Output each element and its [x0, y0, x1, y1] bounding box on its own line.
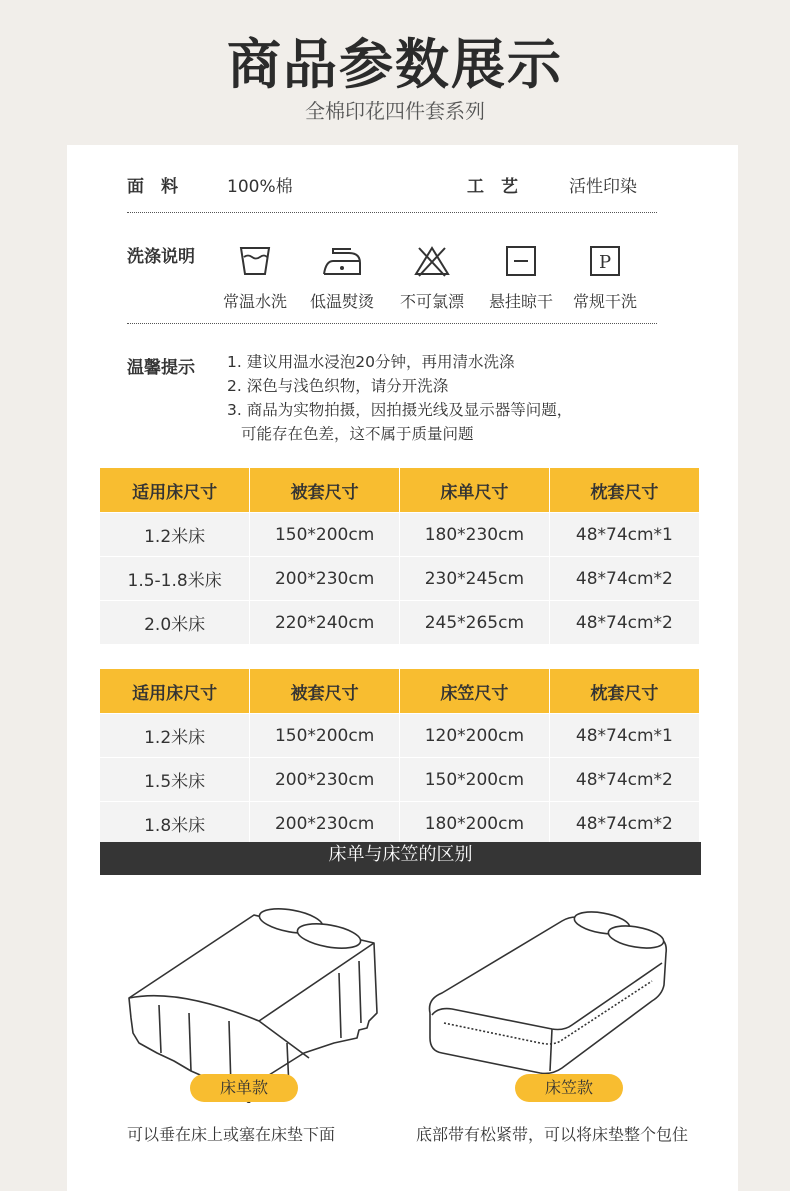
- table-row: [100, 557, 699, 601]
- table-cell: 48*74cm*2: [549, 758, 699, 802]
- wash-label: 常温水洗: [222, 292, 287, 311]
- wash-label: 低温熨烫: [309, 292, 374, 311]
- table-row: [100, 802, 699, 846]
- table-cell: 1.8米床: [100, 802, 250, 846]
- wash-item: [570, 245, 640, 312]
- table-cell: 48*74cm*1: [549, 714, 699, 758]
- table-header: 被套尺寸: [250, 669, 400, 714]
- washing-label: 洗涤说明: [127, 247, 195, 267]
- no-bleach-icon: [413, 245, 451, 277]
- fitted-sheet-illustration: [422, 903, 672, 1093]
- tips-label: 温馨提示: [127, 358, 195, 378]
- fitted-sheet-tag: 床笠款: [515, 1074, 623, 1102]
- tips-list: [227, 350, 572, 446]
- compare-title-band: 床单与床笠的区别: [100, 842, 701, 875]
- table-cell: 200*230cm: [250, 758, 400, 802]
- table-row: [100, 714, 699, 758]
- table-cell: 48*74cm*2: [549, 601, 699, 645]
- table-cell: 1.2米床: [100, 714, 250, 758]
- table-header: 被套尺寸: [250, 468, 400, 513]
- table-cell: 2.0米床: [100, 601, 250, 645]
- table-header: 适用床尺寸: [100, 669, 250, 714]
- size-table-sheet: [100, 468, 699, 644]
- flat-sheet-illustration: [119, 903, 389, 1103]
- dry-clean-icon: [589, 245, 621, 277]
- tip-line: 3. 商品为实物拍摄，因拍摄光线及显示器等问题，: [227, 401, 573, 419]
- table-header: 床单尺寸: [400, 468, 550, 513]
- wash-item: [397, 245, 467, 312]
- table-cell: 1.5米床: [100, 758, 250, 802]
- table-cell: 200*230cm: [250, 557, 400, 601]
- wash-item: [486, 245, 556, 312]
- tip-line: 1. 建议用温水浸泡20分钟，再用清水洗涤: [227, 353, 515, 371]
- tip-line: 可能存在色差，这不属于质量问题: [241, 425, 474, 443]
- table-header: 床笠尺寸: [400, 669, 550, 714]
- svg-text:P: P: [598, 252, 612, 273]
- flat-sheet-tag: 床单款: [190, 1074, 298, 1102]
- table-cell: 180*230cm: [400, 513, 550, 557]
- spec-card: [67, 145, 738, 1191]
- flat-sheet-caption: 可以垂在床上或塞在床垫下面: [127, 1125, 336, 1144]
- table-cell: 150*200cm: [400, 758, 550, 802]
- hang-dry-icon: [505, 245, 537, 277]
- divider: [127, 212, 657, 213]
- divider: [127, 323, 657, 324]
- table-row: [100, 513, 699, 557]
- wash-label: 悬挂晾干: [488, 292, 553, 311]
- tip-line: 2. 深色与浅色织物，请分开洗涤: [227, 377, 449, 395]
- table-cell: 180*200cm: [400, 802, 550, 846]
- table-cell: 48*74cm*1: [549, 513, 699, 557]
- table-cell: 230*245cm: [400, 557, 550, 601]
- table-cell: 200*230cm: [250, 802, 400, 846]
- size-table-fitted: [100, 669, 699, 845]
- wash-label: 常规干洗: [572, 292, 637, 311]
- table-header: 枕套尺寸: [549, 468, 699, 513]
- page-title: 商品参数展示: [227, 33, 563, 96]
- table-cell: 120*200cm: [400, 714, 550, 758]
- table-cell: 48*74cm*2: [549, 557, 699, 601]
- fitted-sheet-caption: 底部带有松紧带，可以将床垫整个包住: [416, 1125, 689, 1144]
- wash-basin-icon: [238, 245, 272, 277]
- wash-item: [307, 245, 377, 312]
- table-cell: 48*74cm*2: [549, 802, 699, 846]
- table-cell: 1.5-1.8米床: [100, 557, 250, 601]
- table-header: 适用床尺寸: [100, 468, 250, 513]
- table-cell: 150*200cm: [250, 714, 400, 758]
- material-value: 100%棉: [227, 177, 293, 197]
- table-cell: 220*240cm: [250, 601, 400, 645]
- table-cell: 1.2米床: [100, 513, 250, 557]
- table-row: [100, 758, 699, 802]
- iron-icon: [321, 245, 363, 277]
- craft-label: 工 艺: [467, 177, 518, 197]
- craft-value: 活性印染: [569, 177, 637, 197]
- table-header: 枕套尺寸: [549, 669, 699, 714]
- table-cell: 150*200cm: [250, 513, 400, 557]
- table-cell: 245*265cm: [400, 601, 550, 645]
- wash-item: [220, 245, 290, 312]
- wash-label: 不可氯漂: [399, 292, 464, 311]
- page-subtitle: 全棉印花四件套系列: [305, 99, 485, 123]
- table-row: [100, 601, 699, 645]
- material-label: 面 料: [127, 177, 178, 197]
